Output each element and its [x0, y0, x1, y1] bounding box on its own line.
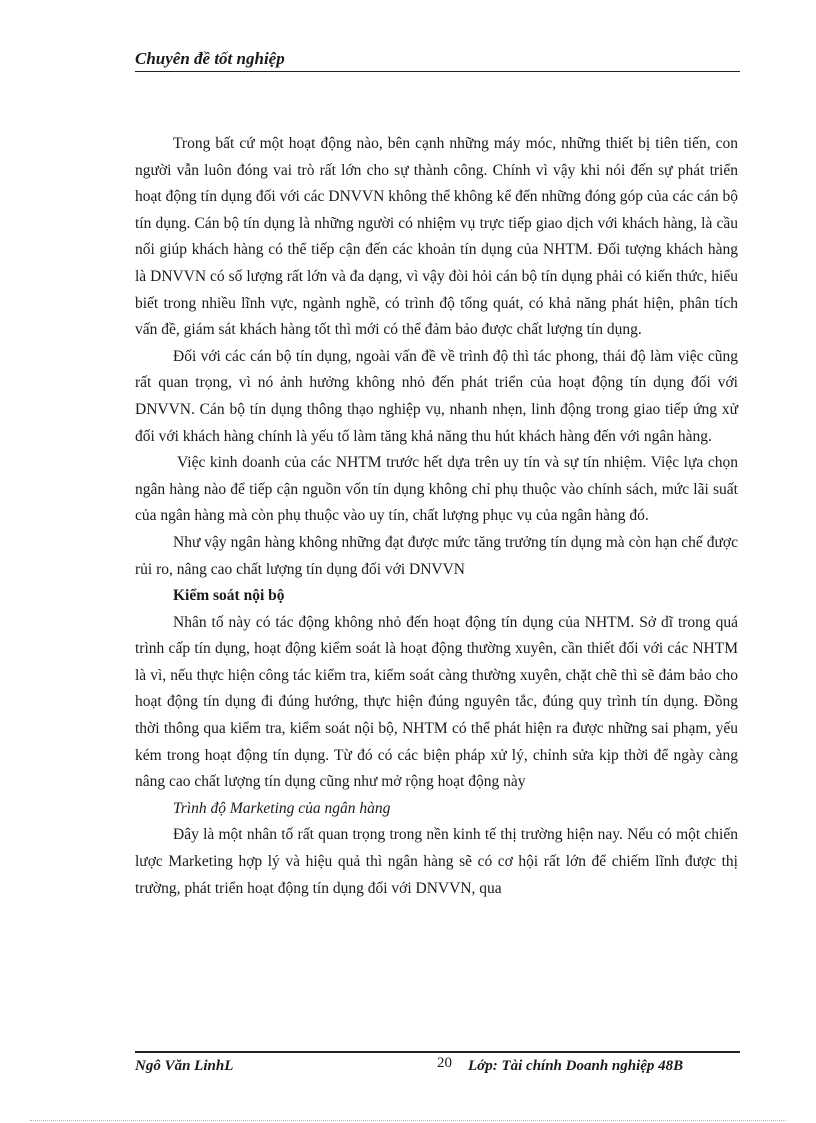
document-body	[135, 131, 738, 902]
paragraph-4: Như vậy ngân hàng không những đạt được mức tăng trưởng tín dụng mà còn hạn chế được rủi ro, nâng cao chất lượng tín dụng đối với DNVVN	[135, 533, 738, 578]
page-edge-dotted-line	[30, 1120, 786, 1121]
paragraph-1: Trong bất cứ một hoạt động nào, bên cạnh những máy móc, những thiết bị tiên tiến, con người vẫn luôn đóng vai trò rất lớn cho sự thành công. Chính vì vậy khi nói đến sự phát triển hoạt động tín dụng đối với các DNVVN không thể không kể đến những đóng góp của các cán bộ tín dụng. Cán bộ tín dụng là những người có nhiệm vụ trực tiếp giao dịch với khách hàng, là cầu nối giúp khách hàng có thể tiếp cận đến các khoản tín dụng của NHTM. Đối tượng khách hàng là DNVVN có số lượng rất lớn và đa dạng, vì vậy đòi hỏi cán bộ tín dụng phải có kiến thức, hiểu biết trong nhiều lĩnh vực, ngành nghề, có trình độ tổng quát, có khả năng phát hiện, phân tích vấn đề, giám sát khách hàng tốt thì mới có thể đảm bảo được chất lượng tín dụng.	[135, 135, 738, 339]
paragraph-5: Nhân tố này có tác động không nhỏ đến hoạt động tín dụng của NHTM. Sở dĩ trong quá trình cấp tín dụng, hoạt động kiểm soát là hoạt động thường xuyên, cần thiết đối với các NHTM là vì, nếu thực hiện công tác kiểm tra, kiểm soát càng thường xuyên, chặt chẽ thì sẽ đảm bảo cho hoạt động tín dụng đi đúng hướng, thực hiện đúng nguyên tắc, đúng quy trình tín dụng. Đồng thời thông qua kiểm tra, kiểm soát nội bộ, NHTM có thể phát hiện ra được những sai phạm, yếu kém trong hoạt động tín dụng. Từ đó có các biện pháp xử lý, chỉnh sửa kịp thời để ngày càng nâng cao chất lượng tín dụng cũng như mở rộng hoạt động này	[135, 613, 738, 791]
paragraph-3: Việc kinh doanh của các NHTM trước hết dựa trên uy tín và sự tín nhiệm. Việc lựa chọn ngân hàng nào để tiếp cận nguồn vốn tín dụng không chỉ phụ thuộc vào chính sách, mức lãi suất của ngân hàng mà còn phụ thuộc vào uy tín, chất lượng phục vụ của ngân hàng đó.	[135, 454, 738, 525]
document-header-title: Chuyên đề tốt nghiệp	[135, 49, 285, 68]
header-divider	[135, 71, 740, 72]
section-heading-internal-control: Kiểm soát nội bộ	[173, 587, 285, 605]
paragraph-2: Đối với các cán bộ tín dụng, ngoài vấn đề về trình độ thì tác phong, thái độ làm việc cũng rất quan trọng, vì nó ảnh hưởng không nhỏ đến phát triển của hoạt động tín dụng đối với DNVVN. Cán bộ tín dụng thông thạo nghiệp vụ, nhanh nhẹn, linh động trong giao tiếp ứng xử đối với khách hàng chính là yếu tố làm tăng khả năng thu hút khách hàng đến với ngân hàng.	[135, 347, 738, 445]
section-heading-marketing: Trình độ Marketing của ngân hàng	[173, 799, 391, 817]
footer-author: Ngô Văn LinhL	[135, 1058, 234, 1074]
paragraph-6: Đây là một nhân tố rất quan trọng trong nền kinh tế thị trường hiện nay. Nếu có một chiến lược Marketing hợp lý và hiệu quả thì ngân hàng sẽ có cơ hội rất lớn để chiếm lĩnh được thị trường, phát triển hoạt động tín dụng đối với DNVVN, qua	[135, 826, 738, 897]
page-number: 20	[437, 1055, 452, 1071]
footer-divider	[135, 1051, 740, 1053]
footer-class-label: Lớp: Tài chính Doanh nghiệp 48B	[468, 1058, 684, 1074]
